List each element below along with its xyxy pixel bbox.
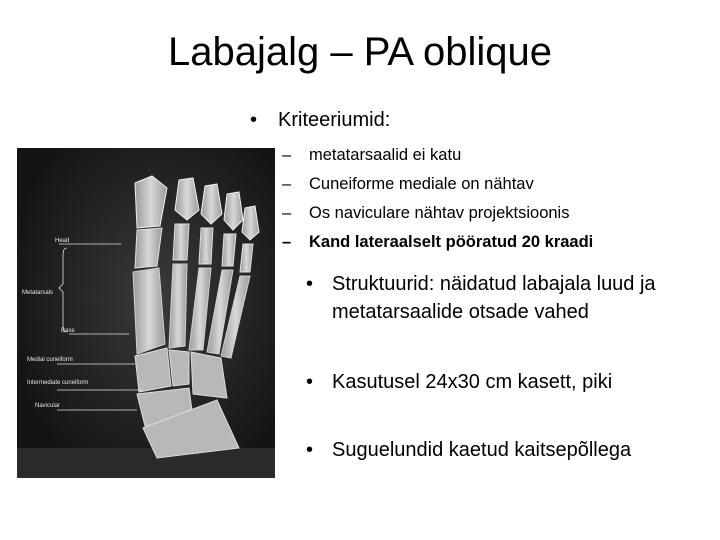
xray-label-metatarsals: Metatarsals — [22, 290, 54, 296]
criteria-item-text: Kand lateraalselt pööratud 20 kraadi — [309, 233, 594, 251]
criteria-heading — [250, 108, 390, 132]
xray-label-intermediate-cuneiform: Intermediate cuneiform — [27, 380, 89, 386]
xray-label-medial-cuneiform: Medial cuneiform — [27, 357, 73, 363]
criteria-item — [282, 228, 593, 257]
bullet-icon: • — [306, 439, 314, 461]
dash-icon: – — [282, 233, 292, 251]
dash-icon: – — [282, 146, 292, 164]
point-text: Kasutusel 24x30 cm kasett, piki — [332, 371, 613, 393]
point-text: Suguelundid kaetud kaitsepõllega — [332, 439, 632, 461]
bullet-icon: • — [306, 371, 314, 393]
bullet-icon: • — [306, 273, 314, 295]
xray-label-navicular: Navicular — [35, 403, 61, 409]
criteria-item-text: Os naviculare nähtav projektsioonis — [309, 204, 570, 222]
dash-icon: – — [282, 175, 292, 193]
criteria-heading-text: Kriteeriumid: — [278, 109, 391, 131]
criteria-item-text: metatarsaalid ei katu — [309, 146, 462, 164]
criteria-item-text: Cuneiforme mediale on nähtav — [309, 175, 534, 193]
point-cassette — [306, 368, 702, 396]
point-text: Struktuurid: näidatud labajala luud ja metatarsaalide otsade vahed — [332, 273, 656, 323]
bullet-icon: • — [250, 109, 258, 131]
xray-label-head: Head — [55, 238, 70, 244]
foot-xray-image — [17, 148, 275, 478]
point-shield — [306, 436, 702, 464]
xray-label-base: Base — [61, 328, 75, 334]
criteria-item — [282, 141, 593, 170]
criteria-list — [282, 141, 593, 257]
dash-icon: – — [282, 204, 292, 222]
slide-title: Labajalg – PA oblique — [167, 30, 553, 74]
criteria-item — [282, 170, 593, 199]
point-structures — [306, 270, 702, 326]
criteria-item — [282, 199, 593, 228]
